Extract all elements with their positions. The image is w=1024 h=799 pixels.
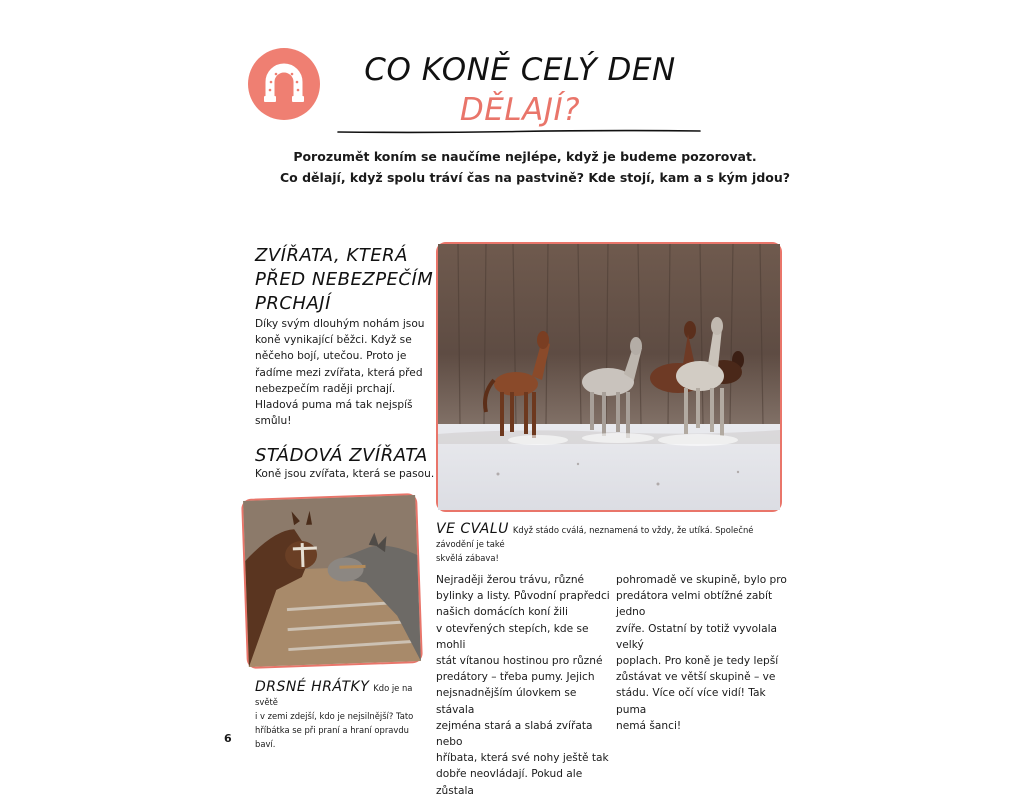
caption-text: Kdo je na světě (255, 683, 413, 707)
intro-line: Porozumět koním se naučíme nejlépe, když je budeme pozorovat. (293, 149, 757, 164)
text-line: koně vynikající běžci. Když se (255, 334, 412, 347)
text-line: stádu. Více očí více vidí! Tak puma (616, 687, 766, 716)
text-line: Díky svým dlouhým nohám jsou (255, 318, 425, 330)
horseshoe-icon (248, 48, 320, 120)
text-line: stát vítanou hostinou pro různé (436, 655, 603, 668)
text-line: zejména stará a slabá zvířata nebo (436, 719, 593, 749)
text-line: zvíře. Ostatní by totiž vyvolala velký (616, 622, 778, 651)
text-line: predátory – třeba pumy. Jejich (436, 671, 595, 684)
heading-line: ZVÍŘATA, KTERÁ (255, 245, 408, 266)
page-number: 6 (224, 732, 232, 745)
caption-title: VE CVALU (436, 521, 509, 537)
galloping-herd-image (438, 244, 780, 510)
horseshoe-badge (248, 48, 320, 120)
intro-line: Co dělají, když spolu tráví čas na pastvině? Kde stojí, kam a s kým jdou? (280, 170, 791, 185)
foals-playing-image (243, 495, 421, 667)
text-line: nejsnadnějším úlovkem se stávala (436, 687, 577, 716)
text-line: poplach. Pro koně je tedy lepší (616, 655, 779, 668)
text-line: bylinky a listy. Původní prapředci (436, 590, 610, 603)
body-column-2 (616, 572, 791, 734)
caption-line (255, 680, 425, 709)
heading-line: PŘED NEBEZPEČÍM (255, 269, 434, 290)
text-line: dobře neovládají. Pokud ale zůstala (436, 768, 583, 797)
text-line: v otevřených stepích, kde se mohli (436, 622, 589, 651)
caption-line: skvělá zábava! (436, 553, 499, 563)
text-line: predátora velmi obtížné zabít jedno (616, 590, 773, 619)
body-column-1 (436, 572, 611, 799)
text-line: řadíme mezi zvířata, která před (255, 366, 423, 379)
caption-rough-play (255, 680, 425, 751)
photo-galloping-herd (436, 242, 782, 512)
text-line: zůstávat ve větší skupině – ve (616, 671, 776, 684)
section-text-flee (255, 316, 430, 429)
text-line: hříbata, která své nohy ještě tak (436, 752, 609, 765)
caption-title: DRSNÉ HRÁTKY (255, 679, 370, 695)
section-text-herd: Koně jsou zvířata, která se pasou. (255, 468, 435, 480)
caption-line: hříbátka se při praní a hraní opravdu baví. (255, 725, 409, 749)
caption-line (436, 522, 781, 551)
caption-gallop (436, 522, 781, 565)
text-line: nemá šanci! (616, 719, 682, 732)
caption-line: i v zemi zdejší, kdo je nejsilnější? Tato (255, 711, 414, 721)
section-heading-flee (255, 244, 433, 316)
page-title: CO KONĚ CELÝ DEN (364, 52, 676, 88)
caption-text: Když stádo cválá, neznamená to vždy, že utíká. Společné závodění je také (436, 525, 754, 549)
text-line: pohromadě ve skupině, bylo pro (616, 574, 787, 586)
text-line: nebezpečím raději prchají. (255, 382, 396, 395)
text-line: našich domácích koní žili (436, 606, 568, 619)
section-heading-herd: STÁDOVÁ ZVÍŘATA (255, 445, 428, 466)
text-line: Nejraději žerou trávu, různé (436, 574, 585, 586)
intro-text (280, 146, 791, 188)
text-line: smůlu! (255, 415, 292, 428)
text-line: něčeho bojí, utečou. Proto je (255, 350, 407, 363)
photo-foals-playing (241, 493, 423, 669)
text-line: Hladová puma má tak nejspíš (255, 399, 413, 412)
page-title-accent: DĚLAJÍ? (459, 92, 581, 128)
heading-line: PRCHAJÍ (255, 293, 331, 314)
title-underline (336, 128, 702, 136)
